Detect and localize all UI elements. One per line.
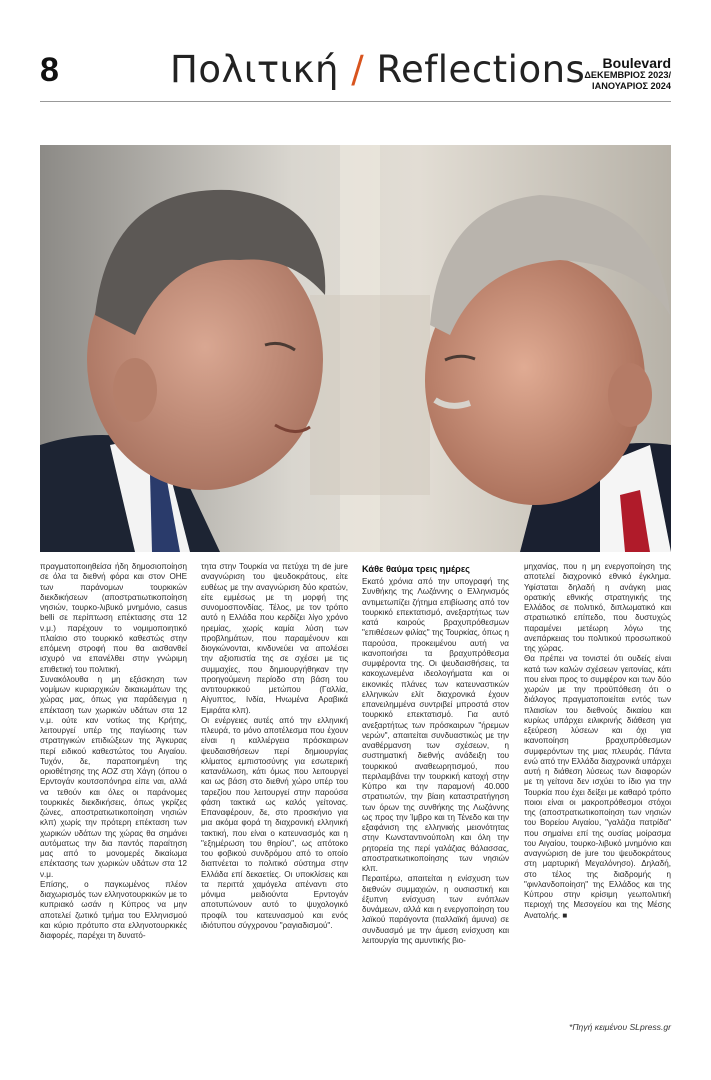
photo-illustration (40, 145, 671, 552)
page-number: 8 (40, 51, 59, 89)
section-title (170, 46, 585, 94)
brand-logo: Boulevard (602, 55, 671, 71)
masthead (584, 56, 671, 92)
paragraph: Επίσης, ο παγκωμένος πλέον διαχωρισμός των ελληνοτουρκικών με το κυπριακό ωσάν η Κύπρος να μην αποτελεί ζωτικό τμήμα του Ελληνισμού και κύριο πρότυπο στα ελληνοτουρκικές διαφορές, παρέχει τη δυνατό- (40, 879, 187, 940)
paragraph: Περαιτέρω, απαιτείται η ενίσχυση των διεθνών συμμαχιών, η ουσιαστική και έξυπνη ενίσχυση των ενόπλων δυνάμεων, αλλά και η ενεργοποίηση του λαϊκού παράγοντα (παλλαϊκή άμυνα) σε συνδυασμό με την άμεση ενίσχυση και λειτουργία της αμυντικής βιο- (362, 874, 509, 945)
paragraph: Θα πρέπει να τονιστεί ότι ουδείς είναι κατά των καλών σχέσεων γειτονίας, κάτι που είναι προς το συμφέρον και των δύο χωρών με την προϋπόθεση ότι ο διάλογος πραγματοποιείται εντός των πλαισίων του διεθνούς δικαίου και κυρίως υπάρχει ειλικρινής διάθεση για εξεύρεση λύσεων και όχι για ικανοποίηση βραχυπρόθεσμων συμφερόντων της μιας πλευράς. Πάντα ενώ από την Ελλάδα διαχρονικά υπάρχει αυτή η διάθεση λύσεως των διαφορών με τη γείτονα δεν ισχύει το ίδιο για την Τουρκία που έχει δείξει με καθαρό τρόπο ποιοι είναι οι μακροπρόθεσμοι στόχοι της (αποστρατιωτικοποίηση των νησιών του Βορείου Αιγαίου, "γαλάζια πατρίδα" που σημαίνει επί της ουσίας μοίρασμα του Αιγαίου, τουρκο-λιβυκό μνημόνιο και αναγνώριση de jure του ψευδοκράτους στη μαρτυρική Μεγαλόνησο). Δηλαδή, στο τέλος της διαδρομής η "φινλανδοποίηση" της Ελλάδος και της Κύπρου στην κρίσιμη γεωπολιτική περιοχή της Μεσογείου και της Μέσης Ανατολής. ■ (524, 654, 671, 920)
paragraph: μηχανίας, που η μη ενεργοποίηση της αποτελεί διαχρονικό εθνικό έγκλημα. Υφίσταται δηλαδή η ανάγκη μιας ορατικής εθνικής στρατηγικής της Ελλάδος σε πολιτικό, διπλωματικό και στρατιωτικό επίπεδο, που δυστυχώς παραμένει μετέωρη λόγω της ανεπάρκειας του πολιτικού προσωπικού της χώρας. (524, 562, 671, 653)
article-photo (40, 145, 671, 552)
article-column-1 (40, 562, 187, 941)
issue-date-line2: ΙΑΝΟΥΑΡΙΟΣ 2024 (592, 81, 671, 91)
paragraph: τητα στην Τουρκία να πετύχει τη de jure αναγνώριση του ψευδοκράτους, είτε ευθέως με την αναγνώριση δύο κρατών, είτε εμμέσως με τη μορφή της συνομοσπονδίας. Τέλος, με τον τρόπο αυτό η Ελλάδα που κερδίζει λίγο χρόνο ηρεμίας, χωρίς καμία λύση των προβλημάτων, που παραμένουν και διογκώνονται, κινδυνεύει να απολέσει την αξιοπιστία της σε σχέσει με τις συμμαχίες, που δημιουργήθηκαν την προηγούμενη περίοδο στη βάση του αντιτουρκικού μετώπου (Γαλλία, Αίγυπτος, Ινδία, Ηνωμένα Αραβικά Εμιράτα κλπ). (201, 562, 348, 715)
article-column-4 (524, 562, 671, 921)
article-column-2 (201, 562, 348, 931)
section-title-left: Πολιτική (170, 48, 339, 91)
source-credit: *Πηγή κειμένου SLpress.gr (568, 1022, 671, 1032)
paragraph: Συνακόλουθα η μη εξάσκηση των νομίμων κυριαρχικών δικαιωμάτων της χώρας μας, όπως για παράδειγμα η επέκταση των χωρικών υδάτων στα 12 ν.μ. ούτε καν νοτίως της Κρήτης, λειτουργεί υπέρ της παγίωσης των στρατηγικών επιδιώξεων της Άγκυρας περί ειδικού καθεστώτος του Αιγαίου. Τυχόν, δε, παραποιημένη της οριοθέτησης της ΑΟΖ στη Χάγη (όπου ο Ερντογάν κουτσοπόνηρα είπε ναι, αλλά να τεθούν και όλες οι παράνομες τουρκικές διεκδικήσεις, όπως γκρίζες ζώνες, αποστρατιωτικοποίηση νησιών κλπ) χωρίς την πρότερη επέκταση των χωρικών υδάτων της χώρας θα σημάνει αυτόματως την δια παντός παραίτηση μας από το μονομερές δικαίωμα επέκτασης των χωρικών υδάτων στα 12 ν.μ. (40, 674, 187, 879)
paragraph: πραγματοποιηθείσα ήδη δημοσιοποίηση σε όλα τα διεθνή φόρα και στον ΟΗΕ των παράνομων τουρκικών διεκδικήσεων (αποστρατιωτικοποίηση νησιών, τουρκο-λιβυκό μνημόνιο, casus belli σε περίπτωση επέκτασης στα 12 ν.μ.) παρέχουν το νομιμοποιητικό πλαίσιο στο τουρκικό καθεστώς στην επόμενη στροφή που θα αισθανθεί ισχυρό να επανέλθει στην γνώριμη επιθετική του πολιτική. (40, 562, 187, 674)
paragraph: Οι ενέργειες αυτές από την ελληνική πλευρά, το μόνο αποτέλεσμα που έχουν είναι η καλλιέργεια πρόσκαιρων ψευδαισθήσεων περί δημιουργίας κλίματος εμπιστοσύνης για εσωτερική κατανάλωση, κάτι όμως που λειτουργεί και ως βάση στο διεθνή χώρο υπέρ του ταρεζίου που λειτουργεί στην παρούσα φάση τακτικά ως καλός γείτονας. Επαναφέρουν, δε, στο προσκήνιο για μια ακόμα φορά τη διαχρονική ελληνική τακτική, που είναι ο κατευνασμός και η "εξημέρωση του θηρίου", ως απότοκο του φοβικού συνδρόμου από το οποίο διαπνέεται το πολιτικό σύστημα στην Ελλάδα επί δεκαετίες. Οι υποκλίσεις και τα περιττά χαμόγελα απέναντι στο μόνιμα μειδιούντα Ερντογάν αποτυπώνουν αυτό το ψυχολογικό προφίλ του κατευνασμού και ενός ιδιότυπου σύγχρονου "ραγιαδισμού". (201, 715, 348, 930)
section-title-right: Reflections (376, 48, 586, 91)
article-body (40, 562, 671, 1042)
section-title-separator: / (351, 48, 365, 91)
paragraph: Εκατό χρόνια από την υπογραφή της Συνθήκης της Λωζάννης ο Ελληνισμός αντιμετωπίζει ζήτημα επιβίωσης από τον τουρκικό επεκτατισμό, ανεξαρτήτως των κατά καιρούς βραχυπρόθεσμων "επιθέσεων φιλίας" της Τουρκίας, όπως η παρούσα, προκειμένου αυτή να ικανοποιήσει τα βραχυπρόθεσμα συμφέροντα της. Οι ψευδαισθήσεις, τα κακοχωνεμένα ιδεολογήματα και οι εικονικές πλάνες των κατευναστικών ελληνικών ελίτ διαχρονικά έχουν επανειλημμένα συντριβεί μπροστά στον τουρκικό επεκτατισμό. Για αυτό ανεξαρτήτως των πρόσκαιρων "ήρεμων νερών", απαιτείται συνδυαστικώς με την αναθέρμανση των σχέσεων, η συστηματική διεθνής ανάδειξη του τουρκικού αναθεωρητισμού, που περιλαμβάνει την τουρκική κατοχή στην Κύπρο και την παραμονή 40.000 στρατιωτών, την βίαιη καταστρατήγηση των όρων της συνθήκης της Λωζάννης ως προς την Ίμβρο και τη Τένεδο και την εξαφάνιση της ελληνικής μειονότητας στην Κωνσταντινούπολη και όλη την ρητορεία της περί γαλάζιας θάλασσας, αποστρατιωτικοποίησης των νησιών κλπ. (362, 577, 509, 873)
subheading: Κάθε θαύμα τρεις ημέρες (362, 564, 470, 574)
issue-date-line1: ΔΕΚΕΜΒΡΙΟΣ 2023/ (584, 70, 671, 80)
article-column-3 (362, 562, 509, 946)
header-divider (40, 101, 671, 102)
